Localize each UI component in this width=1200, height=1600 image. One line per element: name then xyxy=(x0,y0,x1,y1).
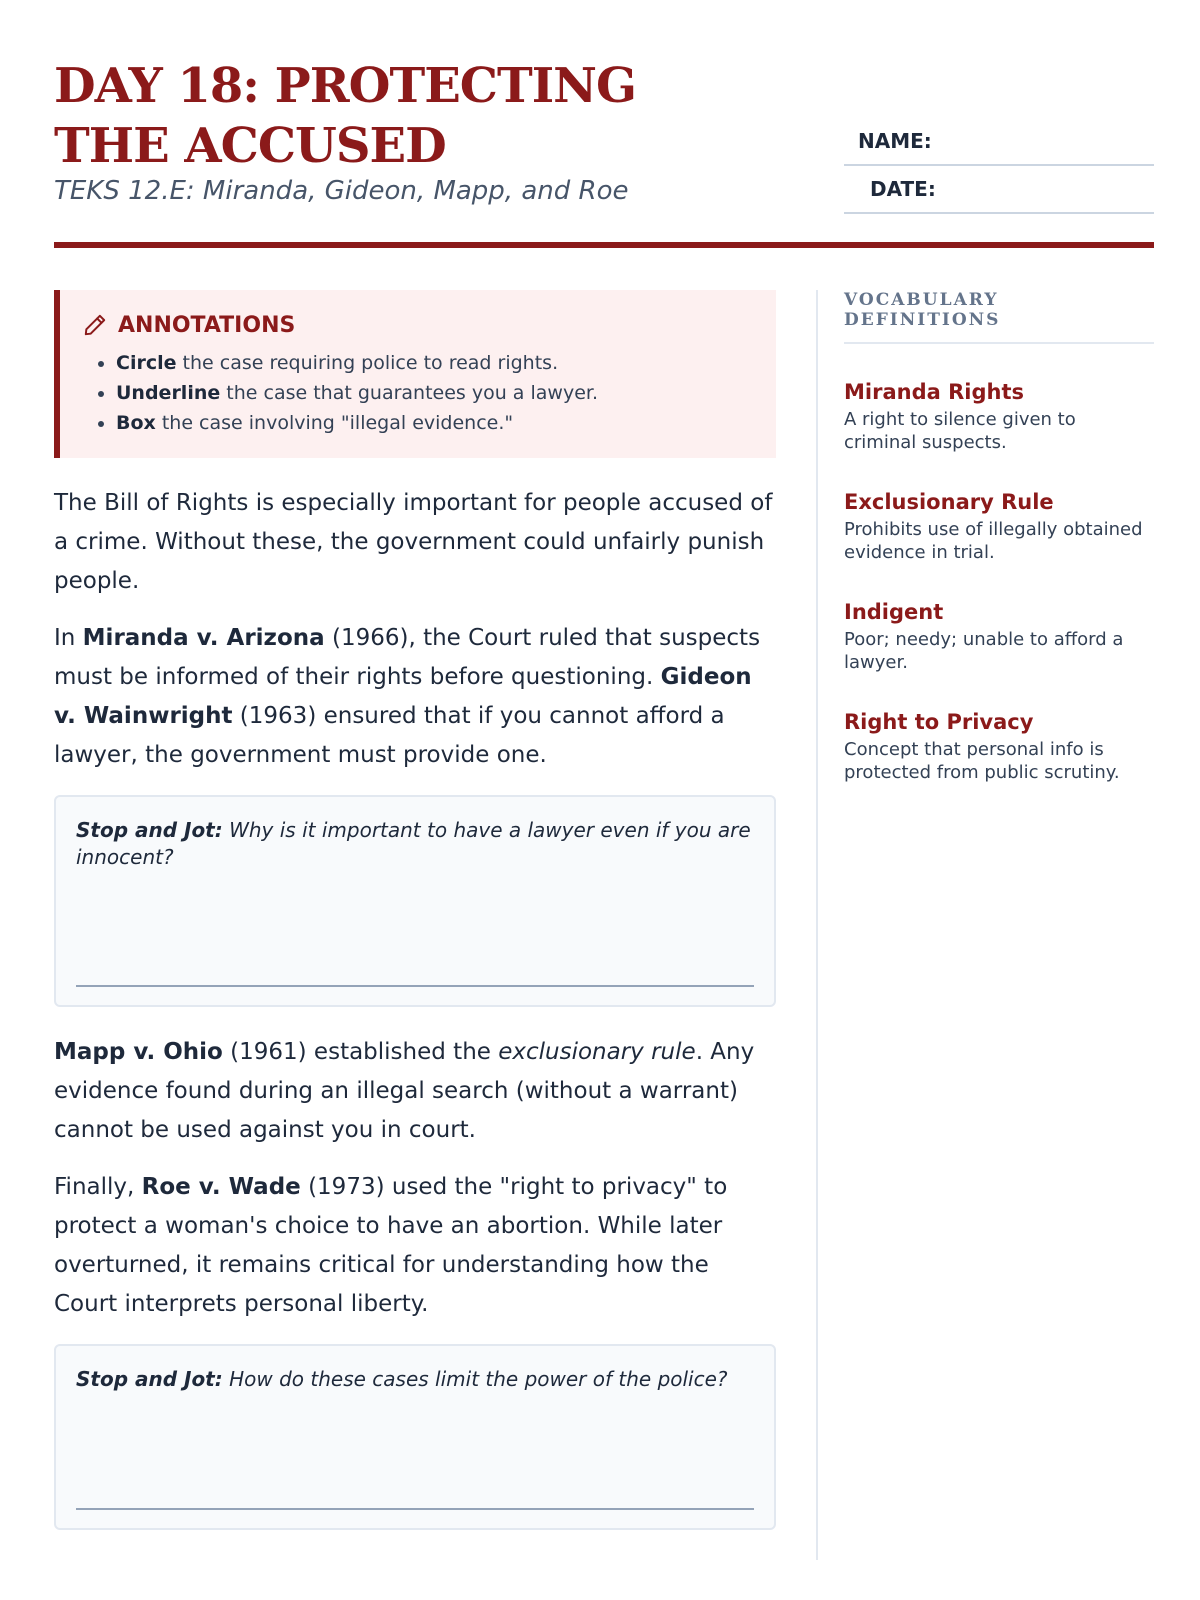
list-item xyxy=(116,408,752,438)
vocab-entry xyxy=(844,710,1154,784)
vocab-term: Right to Privacy xyxy=(844,710,1034,734)
text-run: (1966), the Court ruled that suspects must be informed of their rights before questioning. xyxy=(54,625,761,690)
vocab-term: Miranda Rights xyxy=(844,380,1024,404)
list-item xyxy=(116,378,752,408)
vocab-entry xyxy=(844,600,1154,674)
text-run: . Any evidence found during an illegal search (without a warrant) cannot be used against you in court. xyxy=(54,1039,755,1143)
page-subtitle: TEKS 12.E: Miranda, Gideon, Mapp, and Roe xyxy=(54,176,629,206)
vocab-entry xyxy=(844,490,1154,564)
stop-and-jot-2[interactable] xyxy=(54,1344,776,1530)
annotation-keyword: Circle xyxy=(116,352,177,374)
pencil-icon xyxy=(82,312,108,338)
annotation-text: the case involving "illegal evidence." xyxy=(155,412,514,434)
paragraph-miranda-gideon xyxy=(54,619,776,775)
text-run: In xyxy=(54,625,83,651)
page-title: DAY 18: PROTECTING THE ACCUSED xyxy=(54,58,637,174)
vocab-term: Indigent xyxy=(844,600,944,624)
text-run: (1961) established the xyxy=(222,1039,499,1065)
list-item xyxy=(116,348,752,378)
date-label: DATE: xyxy=(870,177,936,201)
text-run: (1973) used the "right to privacy" to protect a woman's choice to have an abortion. While later overturned, it remains critical for understanding how the Court interprets personal liberty. xyxy=(54,1174,728,1317)
paragraph-mapp xyxy=(54,1033,776,1150)
name-label: NAME: xyxy=(858,129,932,153)
writing-line xyxy=(76,1508,754,1510)
sidebar-heading: VOCABULARY DEFINITIONS xyxy=(844,290,1154,344)
worksheet-header xyxy=(54,56,1154,246)
vocabulary-sidebar xyxy=(816,290,1154,1560)
annotation-keyword: Underline xyxy=(116,382,221,404)
jot-question: How do these cases limit the power of the police? xyxy=(222,1367,728,1391)
annotations-heading-text: ANNOTATIONS xyxy=(118,312,296,338)
text-run: (1963) ensured that if you cannot afford a lawyer, the government must provide one. xyxy=(54,703,725,768)
annotations-heading xyxy=(82,312,752,338)
annotation-text: the case that guarantees you a lawyer. xyxy=(220,382,598,404)
vocab-term: Exclusionary Rule xyxy=(844,490,1054,514)
annotations-list xyxy=(82,348,752,438)
paragraph-intro: The Bill of Rights is especially important for people accused of a crime. Without these, the government could unfairly punish people. xyxy=(54,490,773,594)
vocab-definition: Prohibits use of illegally obtained evidence in trial. xyxy=(844,519,1143,563)
jot-question: Why is it important to have a lawyer even if you are innocent? xyxy=(76,818,751,869)
annotation-keyword: Box xyxy=(116,412,156,434)
jot-label: Stop and Jot: xyxy=(76,818,223,842)
jot-prompt xyxy=(76,1366,754,1393)
annotations-box xyxy=(54,290,776,458)
worksheet-page xyxy=(54,0,1154,1600)
main-column xyxy=(54,290,776,1530)
header-divider xyxy=(54,242,1154,248)
stop-and-jot-1[interactable] xyxy=(54,795,776,1007)
vocab-definition: Concept that personal info is protected from public scrutiny. xyxy=(844,739,1120,783)
student-info xyxy=(844,118,1154,214)
date-field[interactable] xyxy=(844,166,1154,214)
case-name: Miranda v. Arizona xyxy=(82,625,325,651)
name-field[interactable] xyxy=(844,118,1154,166)
text-run: Finally, xyxy=(54,1174,142,1200)
case-name: Mapp v. Ohio xyxy=(54,1039,223,1065)
annotation-text: the case requiring police to read rights. xyxy=(176,352,559,374)
case-name: Gideon v. Wainwright xyxy=(54,664,752,729)
vocab-definition: Poor; needy; unable to afford a lawyer. xyxy=(844,629,1124,673)
writing-line xyxy=(76,985,754,987)
paragraph-roe xyxy=(54,1168,776,1324)
emphasis-term: exclusionary rule xyxy=(498,1039,696,1065)
jot-label: Stop and Jot: xyxy=(76,1367,223,1391)
case-name: Roe v. Wade xyxy=(141,1174,301,1200)
vocab-entry xyxy=(844,380,1154,454)
vocab-definition: A right to silence given to criminal suspects. xyxy=(844,409,1076,453)
jot-prompt xyxy=(76,817,754,871)
